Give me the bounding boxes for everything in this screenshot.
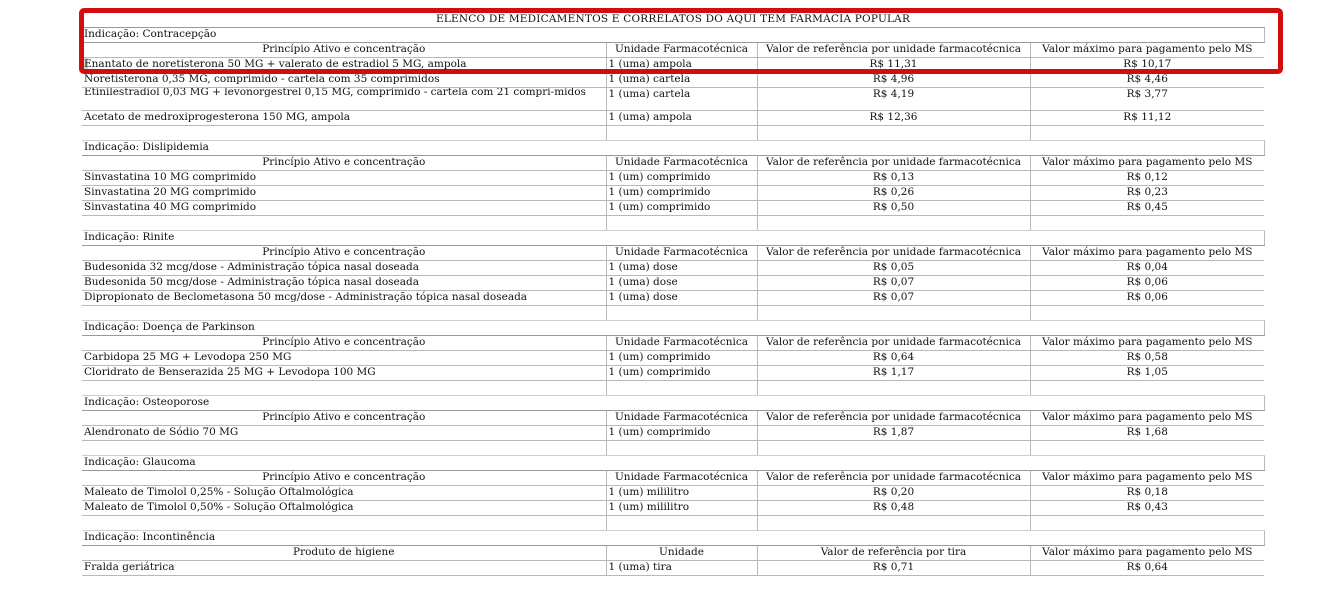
header-unidade[interactable]: Unidade <box>606 546 757 561</box>
header-principio[interactable]: Princípio Ativo e concentração <box>82 471 606 486</box>
reference-value[interactable]: R$ 1,17 <box>757 366 1030 381</box>
medication-name[interactable]: Sinvastatina 10 MG comprimido <box>82 171 606 186</box>
empty-cell[interactable] <box>757 216 1030 231</box>
table-row <box>82 201 1264 216</box>
header-unidade[interactable]: Unidade Farmacotécnica <box>606 471 757 486</box>
max-value[interactable]: R$ 0,06 <box>1030 291 1264 306</box>
medication-name[interactable]: Acetato de medroxiprogesterona 150 MG, ampola <box>82 111 606 126</box>
medication-name[interactable]: Sinvastatina 20 MG comprimido <box>82 186 606 201</box>
table-row <box>82 88 1264 111</box>
indication-label[interactable]: Indicação: Dislipidemia <box>82 141 1264 156</box>
indication-label[interactable]: Indicação: Incontinência <box>82 531 1264 546</box>
medication-name[interactable]: Maleato de Timolol 0,25% - Solução Oftalmológica <box>82 486 606 501</box>
medication-name[interactable]: Alendronato de Sódio 70 MG <box>82 426 606 441</box>
header-row <box>82 411 1264 426</box>
header-produto[interactable]: Produto de higiene <box>82 546 606 561</box>
max-value[interactable]: R$ 0,06 <box>1030 276 1264 291</box>
blank-row <box>82 216 1264 231</box>
empty-cell[interactable] <box>757 516 1030 531</box>
unit-cell[interactable]: 1 (uma) tira <box>606 561 757 576</box>
unit-cell[interactable]: 1 (um) mililitro <box>606 486 757 501</box>
indication-row <box>82 141 1264 156</box>
empty-cell[interactable] <box>82 126 606 141</box>
reference-value[interactable]: R$ 1,87 <box>757 426 1030 441</box>
unit-cell[interactable]: 1 (uma) ampola <box>606 111 757 126</box>
header-principio[interactable]: Princípio Ativo e concentração <box>82 246 606 261</box>
max-value[interactable]: R$ 0,64 <box>1030 561 1264 576</box>
header-referencia[interactable]: Valor de referência por unidade farmacotécnica <box>757 471 1030 486</box>
blank-row <box>82 306 1264 321</box>
medication-name[interactable]: Dipropionato de Beclometasona 50 mcg/dose - Administração tópica nasal doseada <box>82 291 606 306</box>
empty-cell[interactable] <box>82 381 606 396</box>
header-principio[interactable]: Princípio Ativo e concentração <box>82 336 606 351</box>
header-maximo[interactable]: Valor máximo para pagamento pelo MS <box>1030 43 1264 58</box>
unit-cell[interactable]: 1 (um) comprimido <box>606 351 757 366</box>
medication-name[interactable]: Carbidopa 25 MG + Levodopa 250 MG <box>82 351 606 366</box>
table-row <box>82 291 1264 306</box>
reference-value[interactable]: R$ 0,26 <box>757 186 1030 201</box>
unit-cell[interactable]: 1 (uma) cartela <box>606 73 757 88</box>
header-referencia[interactable]: Valor de referência por unidade farmacotécnica <box>757 156 1030 171</box>
empty-cell[interactable] <box>1030 516 1264 531</box>
medication-name[interactable]: Budesonida 50 mcg/dose - Administração tópica nasal doseada <box>82 276 606 291</box>
empty-cell[interactable] <box>757 306 1030 321</box>
max-value[interactable]: R$ 0,23 <box>1030 186 1264 201</box>
indication-label[interactable]: Indicação: Osteoporose <box>82 396 1264 411</box>
header-principio[interactable]: Princípio Ativo e concentração <box>82 156 606 171</box>
blank-row <box>82 516 1264 531</box>
blank-row <box>82 441 1264 456</box>
unit-cell[interactable]: 1 (um) comprimido <box>606 201 757 216</box>
header-row <box>82 156 1264 171</box>
unit-cell[interactable]: 1 (um) mililitro <box>606 501 757 516</box>
medication-name[interactable] <box>82 88 606 111</box>
max-value[interactable]: R$ 0,04 <box>1030 261 1264 276</box>
medication-name[interactable]: Enantato de noretisterona 50 MG + valerato de estradiol 5 MG, ampola <box>82 58 606 73</box>
header-maximo[interactable]: Valor máximo para pagamento pelo MS <box>1030 156 1264 171</box>
unit-cell[interactable]: 1 (uma) dose <box>606 291 757 306</box>
table-row <box>82 501 1264 516</box>
header-maximo[interactable]: Valor máximo para pagamento pelo MS <box>1030 471 1264 486</box>
max-value[interactable]: R$ 0,12 <box>1030 171 1264 186</box>
table-row <box>82 261 1264 276</box>
unit-cell[interactable]: 1 (uma) dose <box>606 261 757 276</box>
empty-cell[interactable] <box>606 516 757 531</box>
header-row <box>82 246 1264 261</box>
empty-cell[interactable] <box>82 216 606 231</box>
medication-name[interactable]: Cloridrato de Benserazida 25 MG + Levodopa 100 MG <box>82 366 606 381</box>
sheet-title: ELENCO DE MEDICAMENTOS E CORRELATOS DO AQUI TEM FARMÁCIA POPULAR <box>82 13 1264 28</box>
header-unidade[interactable]: Unidade Farmacotécnica <box>606 411 757 426</box>
header-row <box>82 471 1264 486</box>
indication-label[interactable]: Indicação: Rinite <box>82 231 1264 246</box>
header-unidade[interactable]: Unidade Farmacotécnica <box>606 336 757 351</box>
indication-label[interactable]: Indicação: Contracepção <box>82 28 1264 43</box>
reference-value[interactable]: R$ 0,07 <box>757 291 1030 306</box>
reference-value[interactable]: R$ 0,48 <box>757 501 1030 516</box>
header-unidade[interactable]: Unidade Farmacotécnica <box>606 156 757 171</box>
header-referencia[interactable]: Valor de referência por unidade farmacotécnica <box>757 246 1030 261</box>
unit-cell[interactable]: 1 (uma) dose <box>606 276 757 291</box>
header-maximo[interactable]: Valor máximo para pagamento pelo MS <box>1030 546 1264 561</box>
unit-cell[interactable]: 1 (um) comprimido <box>606 171 757 186</box>
medication-name[interactable]: Sinvastatina 40 MG comprimido <box>82 201 606 216</box>
reference-value[interactable]: R$ 0,07 <box>757 276 1030 291</box>
empty-cell[interactable] <box>1030 126 1264 141</box>
header-unidade[interactable]: Unidade Farmacotécnica <box>606 246 757 261</box>
table-row <box>82 73 1264 88</box>
header-row <box>82 546 1264 561</box>
max-value[interactable]: R$ 3,77 <box>1030 88 1264 111</box>
medication-name-text: Etinilestradiol 0,03 MG + levonorgestrel 0,15 MG, comprimido - cartela com 21 compri-midos <box>84 87 586 98</box>
reference-value[interactable]: R$ 0,20 <box>757 486 1030 501</box>
reference-value[interactable]: R$ 0,50 <box>757 201 1030 216</box>
empty-cell[interactable] <box>757 441 1030 456</box>
unit-cell[interactable]: 1 (um) comprimido <box>606 366 757 381</box>
blank-row <box>82 381 1264 396</box>
table-row <box>82 276 1264 291</box>
table-row <box>82 426 1264 441</box>
empty-cell[interactable] <box>1030 216 1264 231</box>
max-value[interactable]: R$ 0,18 <box>1030 486 1264 501</box>
header-row <box>82 336 1264 351</box>
max-value[interactable]: R$ 1,68 <box>1030 426 1264 441</box>
indication-label[interactable]: Indicação: Doença de Parkinson <box>82 321 1264 336</box>
empty-cell[interactable] <box>757 381 1030 396</box>
unit-cell[interactable]: 1 (um) comprimido <box>606 426 757 441</box>
max-value[interactable]: R$ 0,43 <box>1030 501 1264 516</box>
header-principio[interactable]: Princípio Ativo e concentração <box>82 43 606 58</box>
empty-cell[interactable] <box>82 516 606 531</box>
max-value[interactable]: R$ 10,17 <box>1030 58 1264 73</box>
indication-row <box>82 531 1264 546</box>
max-value[interactable]: R$ 0,45 <box>1030 201 1264 216</box>
empty-cell[interactable] <box>606 126 757 141</box>
header-maximo[interactable]: Valor máximo para pagamento pelo MS <box>1030 336 1264 351</box>
reference-value[interactable]: R$ 0,71 <box>757 561 1030 576</box>
table-row <box>82 171 1264 186</box>
empty-cell[interactable] <box>606 381 757 396</box>
header-maximo[interactable]: Valor máximo para pagamento pelo MS <box>1030 411 1264 426</box>
header-referencia[interactable]: Valor de referência por unidade farmacotécnica <box>757 411 1030 426</box>
reference-value[interactable]: R$ 12,36 <box>757 111 1030 126</box>
empty-cell[interactable] <box>606 441 757 456</box>
table-row <box>82 486 1264 501</box>
table-row <box>82 111 1264 126</box>
header-referencia[interactable]: Valor de referência por unidade farmacotécnica <box>757 336 1030 351</box>
table-row <box>82 186 1264 201</box>
reference-value[interactable]: R$ 0,64 <box>757 351 1030 366</box>
medication-name[interactable]: Maleato de Timolol 0,50% - Solução Oftalmológica <box>82 501 606 516</box>
indication-row <box>82 456 1264 471</box>
empty-cell[interactable] <box>1030 306 1264 321</box>
header-referencia[interactable]: Valor de referência por unidade farmacotécnica <box>757 43 1030 58</box>
selection-highlight <box>79 8 1283 74</box>
max-value[interactable]: R$ 11,12 <box>1030 111 1264 126</box>
empty-cell[interactable] <box>82 306 606 321</box>
unit-cell[interactable]: 1 (um) comprimido <box>606 186 757 201</box>
header-referencia[interactable]: Valor de referência por tira <box>757 546 1030 561</box>
medication-name[interactable]: Budesonida 32 mcg/dose - Administração tópica nasal doseada <box>82 261 606 276</box>
header-principio[interactable]: Princípio Ativo e concentração <box>82 411 606 426</box>
table-row <box>82 366 1264 381</box>
indication-row <box>82 321 1264 336</box>
empty-cell[interactable] <box>1030 441 1264 456</box>
medications-table <box>82 13 1265 576</box>
max-value[interactable]: R$ 0,58 <box>1030 351 1264 366</box>
reference-value[interactable]: R$ 0,05 <box>757 261 1030 276</box>
unit-cell[interactable]: 1 (uma) ampola <box>606 58 757 73</box>
reference-value[interactable]: R$ 11,31 <box>757 58 1030 73</box>
reference-value[interactable]: R$ 0,13 <box>757 171 1030 186</box>
max-value[interactable]: R$ 1,05 <box>1030 366 1264 381</box>
header-unidade[interactable]: Unidade Farmacotécnica <box>606 43 757 58</box>
blank-row <box>82 126 1264 141</box>
indication-row <box>82 231 1264 246</box>
indication-row <box>82 396 1264 411</box>
product-name[interactable]: Fralda geriátrica <box>82 561 606 576</box>
table-row <box>82 561 1264 576</box>
reference-value[interactable]: R$ 4,96 <box>757 73 1030 88</box>
header-maximo[interactable]: Valor máximo para pagamento pelo MS <box>1030 246 1264 261</box>
reference-value[interactable]: R$ 4,19 <box>757 88 1030 111</box>
table-row <box>82 351 1264 366</box>
max-value[interactable]: R$ 4,46 <box>1030 73 1264 88</box>
empty-cell[interactable] <box>1030 381 1264 396</box>
unit-cell[interactable]: 1 (uma) cartela <box>606 88 757 111</box>
spreadsheet[interactable] <box>82 13 1264 576</box>
indication-label[interactable]: Indicação: Glaucoma <box>82 456 1264 471</box>
empty-cell[interactable] <box>606 306 757 321</box>
empty-cell[interactable] <box>757 126 1030 141</box>
medication-name[interactable]: Noretisterona 0,35 MG, comprimido - cartela com 35 comprimidos <box>82 73 606 88</box>
empty-cell[interactable] <box>606 216 757 231</box>
empty-cell[interactable] <box>82 441 606 456</box>
